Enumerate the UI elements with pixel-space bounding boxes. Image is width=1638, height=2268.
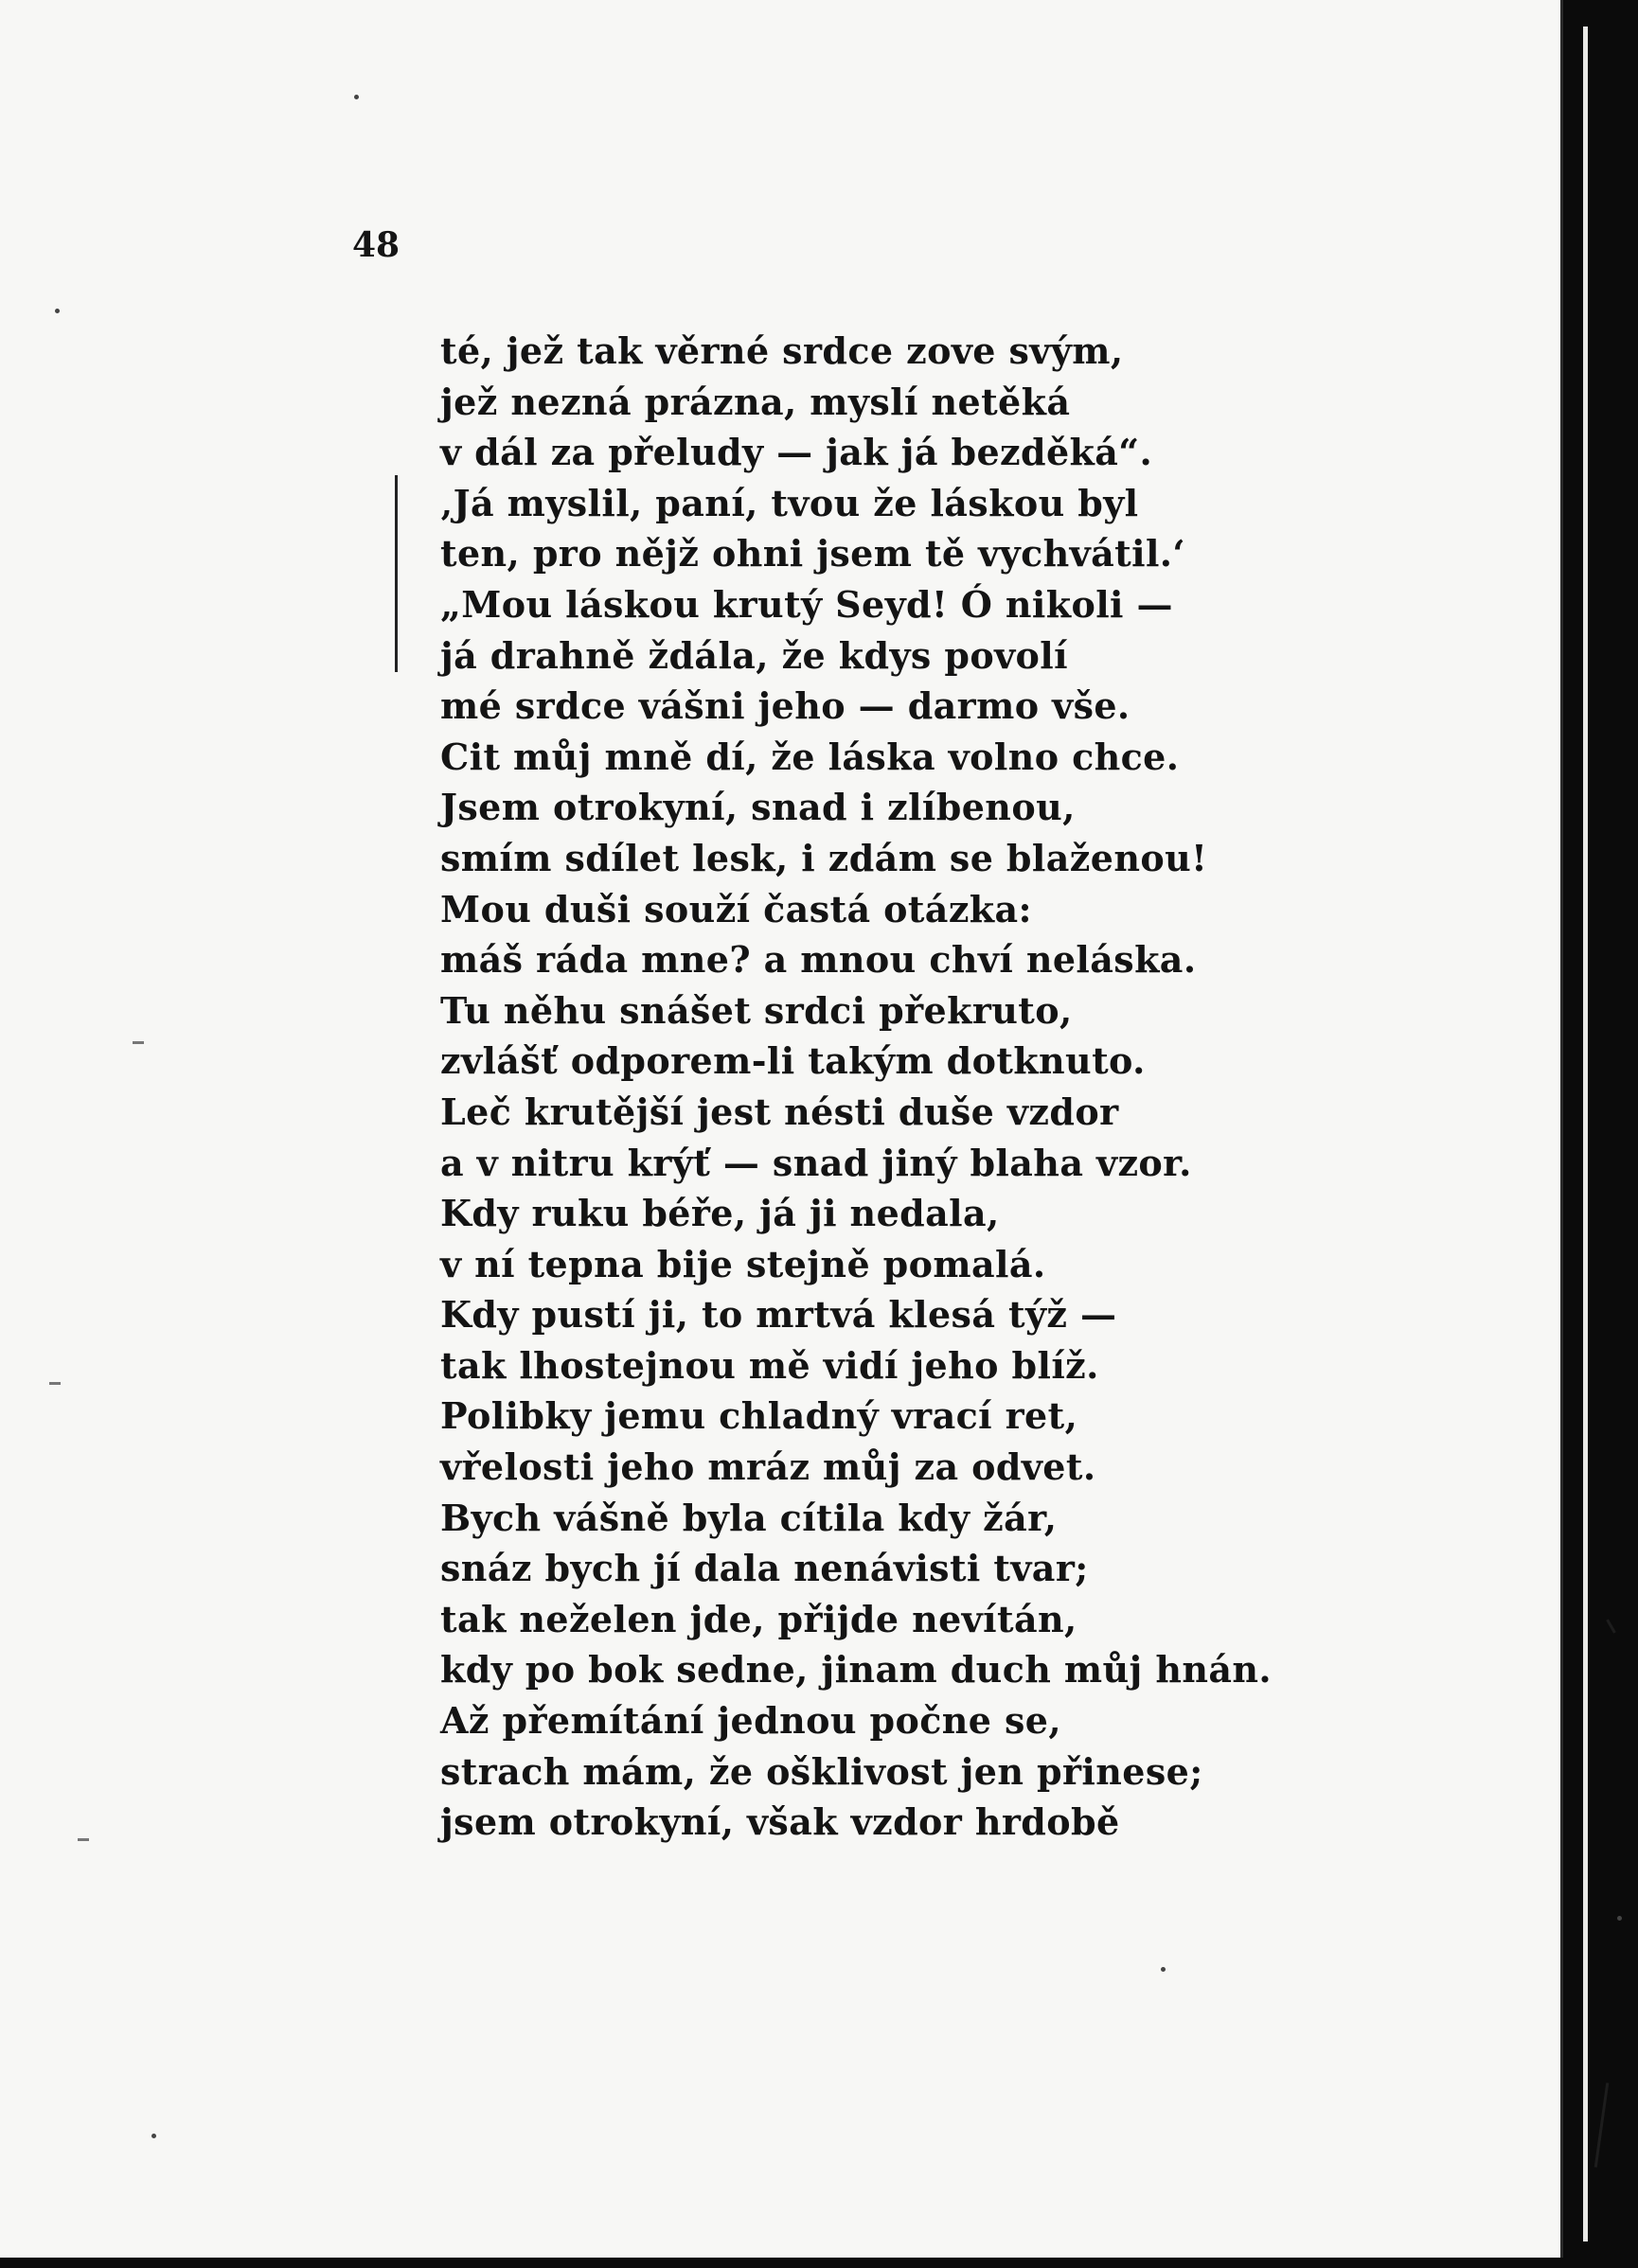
poem-line: té, jež tak věrné srdce zove svým, <box>440 329 1124 372</box>
poem-line: Bych vášně byla cítila kdy žár, <box>440 1496 1058 1539</box>
poem-line: jež nezná prázna, myslí netěká <box>440 380 1071 423</box>
poem-line: jsem otrokyní, však vzdor hrdobě <box>440 1800 1120 1844</box>
scan-dash <box>49 1382 61 1385</box>
poem-line: Až přemítání jednou počne se, <box>440 1699 1061 1743</box>
poem-line: „Mou láskou krutý Seyd! Ó nikoli — <box>440 582 1173 626</box>
poem-line: Mou duši souží častá otázka: <box>440 887 1032 930</box>
scan-dash <box>78 1838 89 1841</box>
scan-dash <box>133 1041 144 1044</box>
adjacent-page-edge <box>1583 27 1588 2241</box>
poem-line: smím sdílet lesk, i zdám se blaženou! <box>440 836 1208 879</box>
page-number: 48 <box>352 225 401 265</box>
margin-mark <box>395 475 398 672</box>
poem-line: strach mám, že ošklivost jen přinese; <box>440 1749 1203 1793</box>
poem-line: Kdy ruku béře, já ji nedala, <box>440 1192 1000 1235</box>
scan-speck <box>354 95 359 99</box>
poem-line: kdy po bok sedne, jinam duch můj hnán. <box>440 1648 1273 1692</box>
scan-speck <box>55 309 60 313</box>
scan-speck <box>151 2134 156 2138</box>
poem-line: ten, pro nějž ohni jsem tě vychvátil.‘ <box>440 532 1186 576</box>
poem-line: máš ráda mne? a mnou chví neláska. <box>440 938 1197 982</box>
poem-line: vřelosti jeho mráz můj za odvet. <box>440 1445 1096 1489</box>
poem-text <box>440 326 1387 1848</box>
poem-line: tak neželen jde, přijde nevítán, <box>440 1597 1077 1640</box>
page-edge-stroke <box>1594 2082 1609 2168</box>
poem-line: zvlášť odporem-li takým dotknuto. <box>440 1039 1146 1083</box>
poem-line: tak lhostejnou mě vidí jeho blíž. <box>440 1343 1099 1387</box>
poem-line: v dál za přeludy — jak já bezděká“. <box>440 431 1153 474</box>
poem-line: v ní tepna bije stejně pomalá. <box>440 1242 1046 1285</box>
poem-line: Polibky jemu chladný vrací ret, <box>440 1394 1078 1438</box>
poem-line: ‚Já myslil, paní, tvou že láskou byl <box>440 481 1139 524</box>
scan-speck <box>1617 1916 1622 1921</box>
poem-line: Tu něhu snášet srdci překruto, <box>440 988 1073 1032</box>
poem-line: snáz bych jí dala nenávisti tvar; <box>440 1547 1089 1590</box>
poem-line: Leč krutější jest nésti duše vzdor <box>440 1090 1119 1133</box>
poem-line: já drahně ždála, že kdys povolí <box>440 633 1068 677</box>
poem-line: Jsem otrokyní, snad i zlíbenou, <box>440 786 1076 829</box>
poem-line: Kdy pustí ji, to mrtvá klesá týž — <box>440 1293 1117 1337</box>
page-edge-stroke <box>1606 1619 1616 1633</box>
poem-line: a v nitru krýť — snad jiný blaha vzor. <box>440 1141 1192 1184</box>
poem-line: mé srdce vášni jeho — darmo vše. <box>440 684 1131 728</box>
scan-speck <box>1161 1967 1166 1972</box>
poem-line: Cit můj mně dí, že láska volno chce. <box>440 735 1180 778</box>
